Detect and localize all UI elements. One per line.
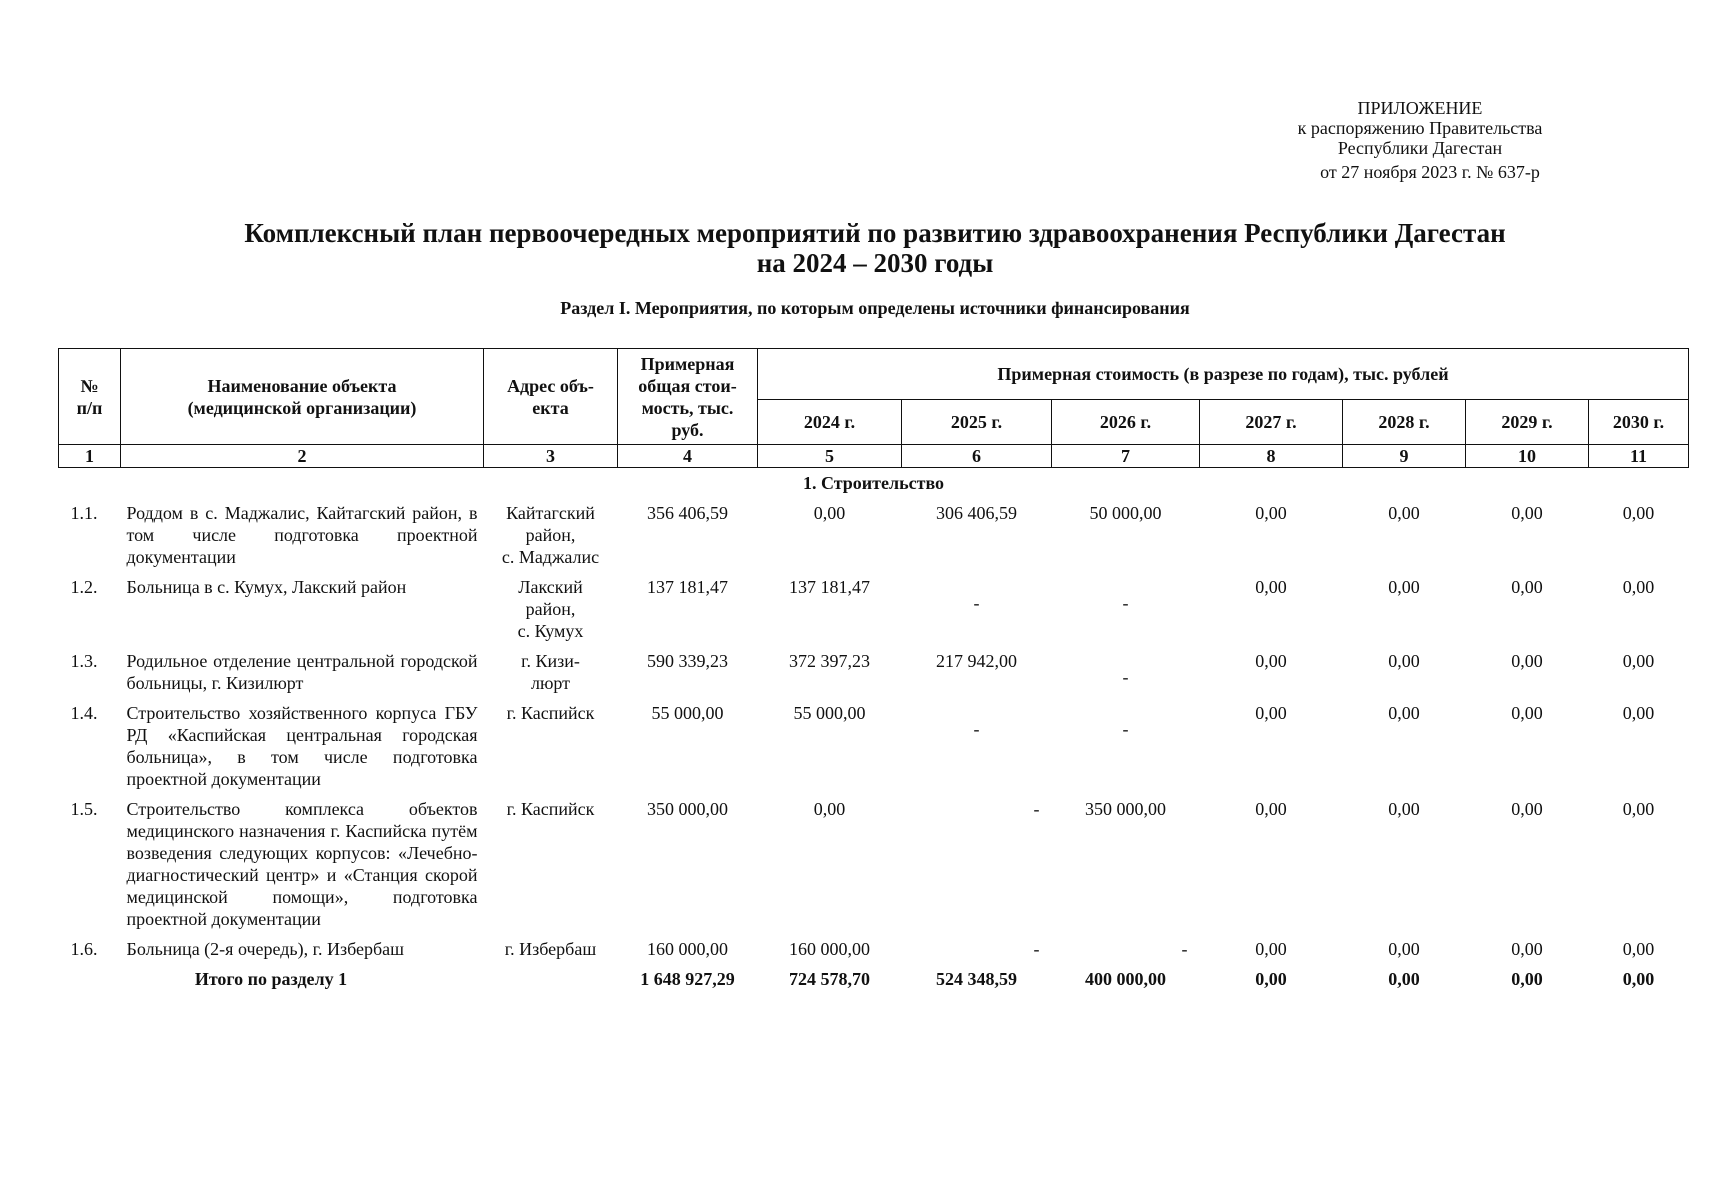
cost-2024: 55 000,00: [793, 703, 866, 723]
section-title: Раздел I. Мероприятия, по которым определены источники финансирования: [560, 298, 1190, 318]
row-number: 1.3.: [70, 651, 98, 671]
row-number: 1.6.: [70, 939, 98, 959]
cost-2028: 0,00: [1388, 503, 1420, 523]
cost-2027: 0,00: [1255, 651, 1287, 671]
cost-2025: 306 406,59: [936, 503, 1017, 523]
table-row: [59, 572, 1689, 646]
header-num-label: № п/п: [76, 375, 103, 418]
total-cost: 590 339,23: [647, 651, 728, 671]
plan-table: [58, 348, 1689, 994]
cost-2026: -: [1181, 939, 1188, 959]
table-row: [59, 794, 1689, 934]
col-number: 4: [618, 445, 758, 468]
header-year-2029: 2029 г.: [1466, 400, 1589, 445]
cost-2026: 50 000,00: [1089, 503, 1162, 523]
cost-2029: 0,00: [1511, 703, 1543, 723]
cost-2024: 137 181,47: [789, 577, 870, 597]
object-address-text: Лакский район, с. Кумух: [517, 577, 584, 641]
cost-2028: 0,00: [1388, 577, 1420, 597]
total-cost: 137 181,47: [647, 577, 728, 597]
col-number: 1: [59, 445, 121, 468]
object-name: Строительство хозяйственного корпуса ГБУ РД «Каспийская центральная городская больница», в том числе подготовка проектной документации: [126, 703, 478, 789]
total-2026: 400 000,00: [1085, 969, 1166, 989]
col-number: 10: [1466, 445, 1589, 468]
total-2027: 0,00: [1255, 969, 1287, 989]
header-total-cost-label: Примерная общая стои- мость, тыс. руб.: [638, 353, 737, 440]
object-name: Больница в с. Кумух, Лакский район: [126, 577, 407, 597]
col-number: 7: [1052, 445, 1200, 468]
object-address: [484, 498, 618, 572]
cost-2029: 0,00: [1511, 939, 1543, 959]
cost-2030: 0,00: [1622, 799, 1655, 819]
group-heading: 1. Строительство: [802, 473, 945, 493]
annex-date: от 27 ноября 2023 г. № 637-р: [1320, 162, 1540, 182]
annex-heading: ПРИЛОЖЕНИЕ: [1357, 98, 1483, 118]
total-row: [59, 964, 1689, 994]
cost-2024: 372 397,23: [789, 651, 870, 671]
header-name: [121, 349, 484, 445]
total-2030: 0,00: [1622, 969, 1655, 989]
header-name-label: Наименование объекта (медицинской организации): [187, 375, 417, 418]
object-address-text: г. Избербаш: [504, 939, 597, 959]
object-address-text: г. Каспийск: [506, 799, 595, 819]
header-year-2026: 2026 г.: [1052, 400, 1200, 445]
header-year-2025: 2025 г.: [902, 400, 1052, 445]
header-year-2028: 2028 г.: [1343, 400, 1466, 445]
header-address: [484, 349, 618, 445]
object-address: [484, 646, 618, 698]
cost-2026: -: [1122, 593, 1129, 613]
row-number: 1.4.: [70, 703, 98, 723]
total-2028: 0,00: [1388, 969, 1420, 989]
header-year-2027: 2027 г.: [1200, 400, 1343, 445]
cost-2029: 0,00: [1511, 577, 1543, 597]
total-cost: 350 000,00: [647, 799, 728, 819]
table-row: [59, 934, 1689, 964]
row-number: 1.5.: [70, 799, 98, 819]
cost-2024: 0,00: [813, 799, 846, 819]
cost-2030: 0,00: [1622, 577, 1655, 597]
total-2029: 0,00: [1511, 969, 1543, 989]
col-number: 3: [484, 445, 618, 468]
cost-2025: -: [973, 719, 980, 739]
cost-2027: 0,00: [1255, 503, 1287, 523]
cost-2026: -: [1122, 719, 1129, 739]
object-name: Родильное отделение центральной городской больницы, г. Кизилюрт: [126, 651, 478, 693]
object-name: Роддом в с. Маджалис, Кайтагский район, в том числе подготовка проектной документации: [126, 503, 478, 567]
row-number: 1.1.: [70, 503, 98, 523]
total-label: Итого по разделу 1: [194, 969, 348, 989]
cost-2028: 0,00: [1388, 703, 1420, 723]
cost-2029: 0,00: [1511, 651, 1543, 671]
cost-2030: 0,00: [1622, 503, 1655, 523]
cost-2024: 160 000,00: [789, 939, 870, 959]
title-line-2: на 2024 – 2030 годы: [756, 248, 994, 278]
column-number-row: [59, 445, 1689, 468]
cost-2027: 0,00: [1255, 703, 1287, 723]
col-number: 9: [1343, 445, 1466, 468]
total-cost: 356 406,59: [647, 503, 728, 523]
cost-2027: 0,00: [1255, 939, 1287, 959]
annex-line-3: Республики Дагестан: [1337, 138, 1503, 158]
cost-2030: 0,00: [1622, 703, 1655, 723]
cost-2029: 0,00: [1511, 503, 1543, 523]
object-address-text: Кайтагский район, с. Маджалис: [501, 503, 600, 567]
table-row: [59, 498, 1689, 572]
total-address-empty: [484, 964, 618, 994]
cost-2025: -: [1033, 799, 1040, 819]
total-2024: 724 578,70: [789, 969, 870, 989]
object-address: [484, 794, 618, 934]
cost-2025: -: [1033, 939, 1040, 959]
group-heading-row: [59, 468, 1689, 499]
col-number: 11: [1589, 445, 1689, 468]
object-address-text: г. Кизи- люрт: [521, 651, 580, 693]
total-cost: 160 000,00: [647, 939, 728, 959]
cost-2030: 0,00: [1622, 651, 1655, 671]
col-number: 8: [1200, 445, 1343, 468]
total-cost-sum: 1 648 927,29: [640, 969, 735, 989]
total-2025: 524 348,59: [936, 969, 1017, 989]
row-number: 1.2.: [70, 577, 98, 597]
header-address-label: Адрес объ- екта: [507, 375, 594, 418]
annex-line-2: к распоряжению Правительства: [1297, 118, 1543, 138]
object-address: [484, 934, 618, 964]
object-address-text: г. Каспийск: [506, 703, 595, 723]
object-address: [484, 698, 618, 794]
cost-2027: 0,00: [1255, 577, 1287, 597]
cost-2028: 0,00: [1388, 939, 1420, 959]
header-year-2024: 2024 г.: [758, 400, 902, 445]
col-number: 2: [121, 445, 484, 468]
object-address: [484, 572, 618, 646]
table-row: [59, 698, 1689, 794]
col-number: 6: [902, 445, 1052, 468]
header-num: [59, 349, 121, 445]
header-total-cost: [618, 349, 758, 445]
object-name: Строительство комплекса объектов медицинского назначения г. Каспийска путём возведения следующих корпусов: «Лечебно-диагностический центр» и «Станция скорой медицинской помощи», подготовка проектной документации: [126, 799, 478, 929]
total-cost: 55 000,00: [651, 703, 724, 723]
cost-2024: 0,00: [813, 503, 846, 523]
col-number: 5: [758, 445, 902, 468]
cost-2026: 350 000,00: [1085, 799, 1166, 819]
cost-2026: -: [1122, 667, 1129, 687]
table-row: [59, 646, 1689, 698]
annex-block: [1270, 98, 1570, 182]
cost-2027: 0,00: [1255, 799, 1287, 819]
cost-2028: 0,00: [1388, 799, 1420, 819]
cost-2025: -: [973, 593, 980, 613]
cost-2028: 0,00: [1388, 651, 1420, 671]
cost-2025: 217 942,00: [936, 651, 1017, 671]
object-name: Больница (2-я очередь), г. Избербаш: [126, 939, 405, 959]
title-line-1: Комплексный план первоочередных мероприятий по развитию здравоохранения Республики Дагестан: [244, 218, 1506, 248]
cost-2029: 0,00: [1511, 799, 1543, 819]
header-year-2030: 2030 г.: [1589, 400, 1689, 445]
cost-2030: 0,00: [1622, 939, 1655, 959]
document-title: [120, 218, 1630, 278]
header-yearly: Примерная стоимость (в разрезе по годам), тыс. рублей: [758, 349, 1689, 400]
